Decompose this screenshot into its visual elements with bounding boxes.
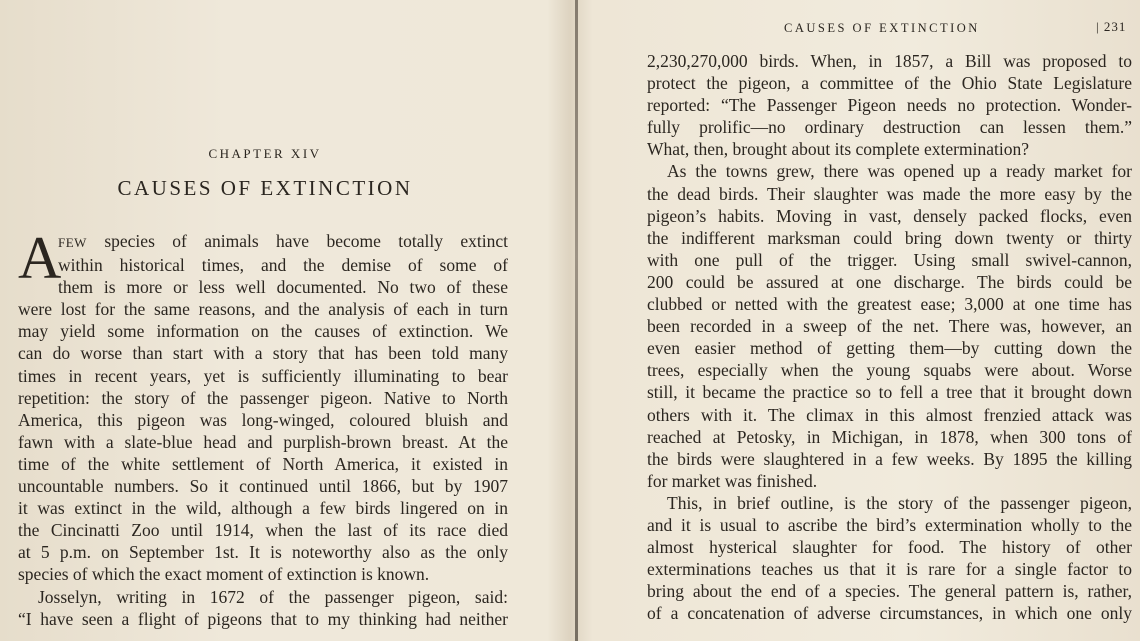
text-line: within historical times, and the demise of some of	[58, 255, 508, 276]
text-line: others with it. The climax in this almost frenzied attack was	[647, 404, 1132, 425]
text-line: the birds were slaughtered in a few weeks. By 1895 the killing	[647, 448, 1132, 469]
text-line: 2,230,270,000 birds. When, in 1857, a Bill was proposed to	[647, 51, 1132, 71]
page-number: | 231	[1096, 19, 1127, 34]
text-line: reached at Petosky, in Michigan, in 1878, when 300 tons of	[647, 426, 1132, 447]
text-line: were lost for the same reasons, and the analysis of each in turn	[18, 299, 508, 320]
text-line: exterminations teaches us that it is rare for a single factor to	[647, 559, 1132, 580]
text-line: of a concatenation of adverse circumstances, in which one only	[647, 603, 1132, 624]
text-line: protect the pigeon, a committee of the Ohio State Legislature	[647, 73, 1132, 94]
text-line: This, in brief outline, is the story of the passenger pigeon,	[667, 492, 1132, 513]
text-line: and it is usual to ascribe the bird’s extermination wholly to the	[647, 514, 1132, 535]
text-line: the Cincinatti Zoo until 1914, when the last of its race died	[18, 520, 508, 541]
text-line: them is more or less well documented. No two of these	[58, 277, 508, 298]
text-line: been recorded in a sweep of the net. There was, however, an	[647, 316, 1132, 337]
text-line: time of the white settlement of North America, it existed in	[18, 453, 508, 474]
text-line: it was extinct in the wild, although a few birds lingered on in	[18, 498, 508, 519]
text-line: with one pull of the trigger. Using small swivel-cannon,	[647, 249, 1132, 270]
text-line: FEW species of animals have become totally extinct	[58, 231, 508, 251]
text-line: bring about the end of a species. The general pattern is, rather,	[647, 581, 1132, 602]
text-line: fawn with a slate-blue head and purplish-brown breast. At the	[18, 431, 508, 452]
text-line: trees, especially when the young squabs were about. Worse	[647, 360, 1132, 381]
chapter-number: CHAPTER XIV	[208, 146, 322, 161]
text-line: “I have seen a flight of pigeons that to my thinking had neither	[18, 608, 508, 629]
text-line: What, then, brought about its complete extermination?	[647, 139, 1029, 160]
text-line: the indifferent marksman could bring down twenty or thirty	[647, 227, 1132, 248]
text-line: species of which the exact moment of extinction is known.	[18, 564, 430, 585]
drop-cap: A	[18, 225, 62, 291]
text-line: pigeon’s habits. Moving in vast, densely packed flocks, even	[647, 205, 1132, 226]
text-line: can do worse than start with a story that has been told many	[18, 343, 508, 364]
small-caps-word: FEW	[58, 235, 87, 250]
text-line: times in recent years, yet is sufficiently illuminating to bear	[18, 365, 508, 386]
text-line: reported: “The Passenger Pigeon needs no protection. Wonder-	[647, 95, 1132, 116]
text-line: still, it became the practice so to fell a tree that it brought down	[647, 382, 1132, 403]
text-line: almost hysterical slaughter for food. The history of other	[647, 537, 1132, 558]
right-page-body	[647, 50, 1132, 624]
text-line: clubbed or netted with the greatest ease; 3,000 at one time has	[647, 294, 1132, 315]
text-line: uncountable numbers. So it continued until 1866, but by 1907	[18, 476, 508, 497]
text-line: repetition: the story of the passenger pigeon. Native to North	[18, 387, 508, 408]
text-line: even easier method of getting them—by cutting down the	[647, 338, 1132, 359]
running-head: CAUSES OF EXTINCTION	[784, 21, 980, 35]
left-page-body	[18, 225, 508, 630]
text-line: the dead birds. Their slaughter was made the more easy by the	[647, 183, 1132, 204]
chapter-title: CAUSES OF EXTINCTION	[117, 176, 413, 200]
text-line: at 5 p.m. on September 1st. It is noteworthy also as the only	[18, 542, 508, 563]
text-line: America, this pigeon was long-winged, coloured bluish and	[18, 409, 508, 430]
text-line: fully prolific—no ordinary destruction can lessen them.”	[647, 117, 1132, 138]
text-line: may yield some information on the causes of extinction. We	[18, 321, 508, 342]
text-line: As the towns grew, there was opened up a ready market for	[667, 161, 1132, 182]
text-line: 200 could be assured at one discharge. The birds could be	[647, 271, 1132, 292]
right-page	[578, 0, 1140, 641]
text-line: for market was finished.	[647, 470, 818, 491]
text-line: Josselyn, writing in 1672 of the passenger pigeon, said:	[38, 586, 508, 607]
